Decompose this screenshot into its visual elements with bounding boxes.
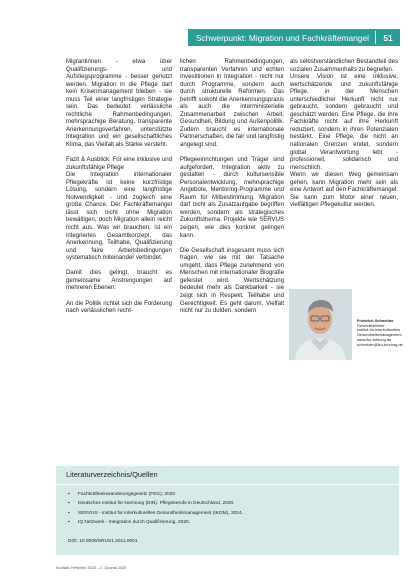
section-title: Schwerpunkt: Migration und Fachkräftemangel xyxy=(195,32,369,43)
list-item: ▪ Fachkräfteeinwanderungsgesetz (FEG), 2020 xyxy=(68,490,243,499)
paragraph: Migrantinnen - etwa über Qualifizierungs- und Aufstiegsprogramme - besser genutzt werden. Migration in die Pflege darf kein Krisenmanagement bleiben - sie muss Teil einer langfristigen Strategie sein. Das bedeutet: verlässliche rechtliche Rahmenbedingungen, mehrsprachige Beratung, transparente Anerkennungsverfahren, unterstützte Integration und ein gesellschaftliches Klima, das Vielfalt als Stärke versteht. xyxy=(66,59,172,149)
column-1 xyxy=(66,59,172,316)
literature-box xyxy=(56,466,399,555)
paragraph: Pflegeeinrichtungen und Träger sind aufgefordert, Integration aktiv zu gestalten - durch kultursensible Personalentwicklung, mehrsprachige Angebote, Mentoring-Programme und Raum für Mitbestimmung. Migration darf nicht als Zusatzaufgabe begriffen werden, sondern als strategisches Zukunftsthema. Projekte wie SERVUS zeigen, wie dies konkret gelingen kann. xyxy=(180,157,284,239)
paragraph: als selbstverständlichen Bestandteil des sozialen Zusammenhalts zu begreifen. xyxy=(290,59,398,73)
portrait-image xyxy=(289,289,352,360)
paragraph: Damit dies gelingt, braucht es gemeinsame Anstrengungen auf mehreren Ebenen: xyxy=(66,270,172,292)
page-header xyxy=(188,29,400,46)
author-name: Friedrich Schneider xyxy=(357,318,394,323)
divider xyxy=(56,484,399,485)
paragraph: lichen Rahmenbedingungen, transparenten Verfahren und echten Investitionen in Integration - nicht nur durch Programme, sondern auch durch strukturelle Reformen. Das betrifft sowohl die Anerkennungspraxis als auch die interministerielle Zusammenarbeit zwischen Arbeit, Gesundheit, Bildung und Außenpolitik. Zudem braucht es internationale Partnerschaften, die fair und langfristig angelegt sind. xyxy=(180,59,284,149)
author-caption xyxy=(357,319,409,347)
author-institute: Institut für interkulturelles xyxy=(357,327,401,333)
author-role: Geschäftsführer xyxy=(357,322,385,328)
page-number: 51 xyxy=(383,32,393,43)
paragraph: An die Politik richtet sich die Forderung nach verlässlichen recht- xyxy=(66,300,172,315)
paragraph: Die Gesellschaft insgesamt muss sich fragen, wie sie mit der Tatsache umgeht, dass Pflege zunehmend von Menschen mit internationaler Biografie geleistet wird. Wertschätzung bedeutet mehr als Dankbarkeit - sie zeigt sich in Respekt, Teilhabe und Gerechtigkeit. Es geht darum, Vielfalt nicht nur zu dulden, sondern xyxy=(180,247,284,315)
author-institute-2: Gesundheitsmanagement xyxy=(357,332,402,338)
paragraph: Unsere Vision ist eine inklusive, wertschätzende und zukunftsfähige Pflege, in der Menschen unterschiedlicher Herkunft nicht nur gebraucht, sondern gebraucht und geschätzt werden. Eine Pflege, die ihre Fachkräfte nicht auf ihre Herkunft reduziert, sondern in ihren Potenzialen bestärkt. Eine Pflege, die nicht an nationalen Grenzen endet, sondern global Verantwortung lebt - professionell, solidarisch und menschlich. xyxy=(290,74,398,171)
author-website: www.iku-fuhrung.de xyxy=(357,336,392,342)
literature-title: Literaturverzeichnis/Quellen xyxy=(66,470,158,479)
list-item: ▪ SERVUS - Institut für interkulturelles Gesundheitsmanagement (IKGM), 2024. xyxy=(68,509,243,518)
doi-reference: DOI: 10.0000/SRUS1.2011.0001 xyxy=(68,539,138,544)
list-item: ▪ IQ Netzwerk - Integration durch Qualifizierung, 2020. xyxy=(68,518,243,527)
column-2 xyxy=(180,59,284,316)
section-heading: Fazit & Ausblick: Für eine inklusive und zukunftsfähige Pflege xyxy=(66,157,172,171)
paragraph: Die Integration internationaler Pflegekräfte ist keine kurzfristige Lösung, sondern eine langfristige Notwendigkeit - und zugleich eine große Chance. Der Fachkräftemangel lässt sich nicht ohne Migration bewältigen, doch Migration allein reicht nicht aus. Was wir brauchen, ist ein integriertes Gesamtkonzept, das Anerkennung, Teilhabe, Qualifizierung und faire Arbeitsbedingungen systematisch miteinander verbindet. xyxy=(66,172,172,262)
page-footer: Kontakt: Heftreihe 2025 – 2. Quartal 2025 xyxy=(56,566,127,570)
list-item: ▪ Deutsches Institut für Normung (DIN). Pflegeberufe in Deutschland, 2020. xyxy=(68,499,243,508)
literature-list xyxy=(68,490,243,528)
header-divider xyxy=(375,31,376,44)
paragraph: Wenn wir diesen Weg gemeinsam gehen, kann Migration mehr sein als eine Antwort auf den Fachkräftemangel. Sie kann zum Motor einer neuen, vielfältigen Pflegekultur werden. xyxy=(290,172,398,209)
author-photo xyxy=(289,289,352,360)
author-email: schneider@iku-fuhrung.de xyxy=(357,341,403,347)
column-3 xyxy=(290,59,398,210)
